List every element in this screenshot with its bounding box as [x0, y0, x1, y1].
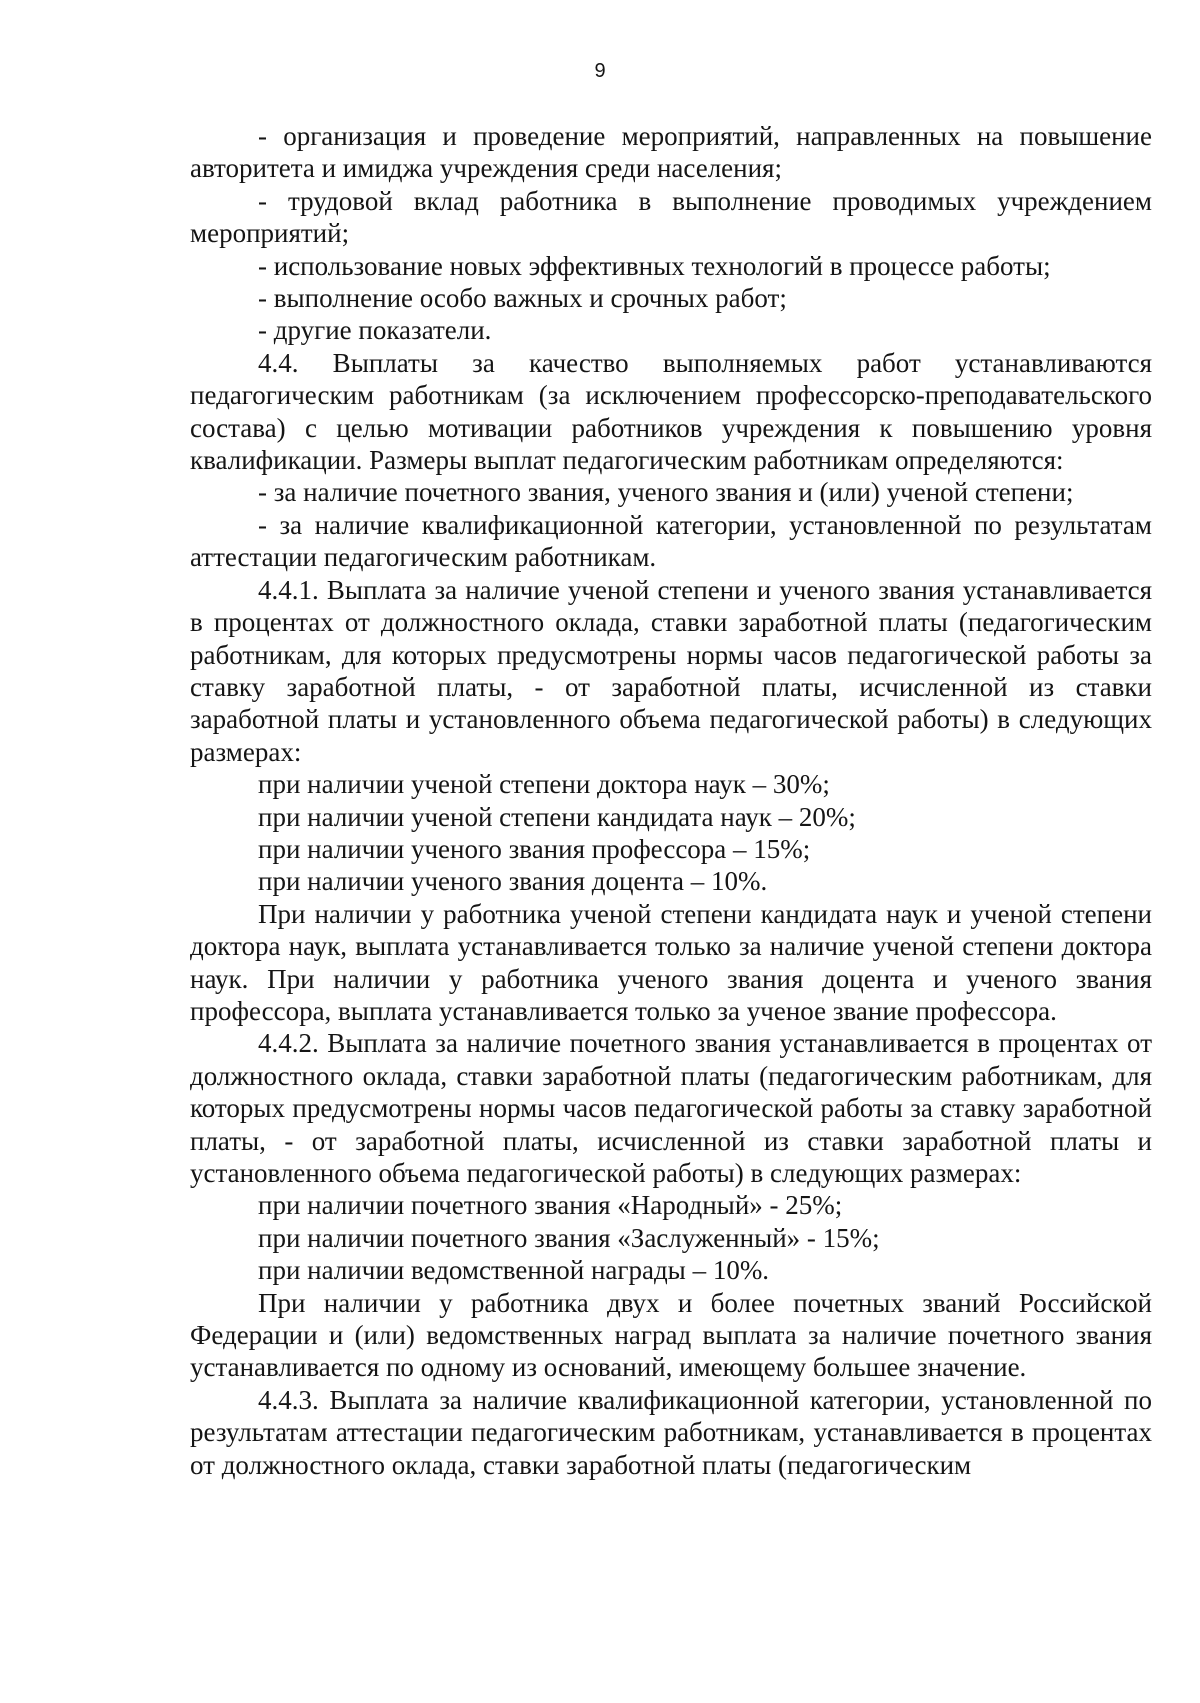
list-item-labor-contribution: - трудовой вклад работника в выполнение проводимых учреждением мероприятий; — [190, 185, 1152, 249]
rate-docent-title: при наличии ученого звания доцента – 10%. — [258, 866, 768, 897]
list-item-qualification-category: - за наличие квалификационной категории, установленной по результатам аттестации педагогическим работникам. — [190, 509, 1152, 573]
rate-departmental-award: при наличии ведомственной награды – 10%. — [258, 1255, 770, 1286]
list-item-events: - организация и проведение мероприятий, направленных на повышение авторитета и имиджа учреждения среди населения; — [190, 121, 1152, 184]
rate-narodny: при наличии почетного звания «Народный» - 25%; — [258, 1190, 843, 1221]
rate-zasluzhenny: при наличии почетного звания «Заслуженный» - 15%; — [258, 1222, 880, 1253]
list-item-urgent-work: - выполнение особо важных и срочных работ; — [258, 283, 787, 314]
paragraph-degree-priority: При наличии у работника ученой степени кандидата наук и ученой степени доктора наук, выплата устанавливается только за наличие ученой степени доктора наук. При наличии у работника ученого звания доцента и ученого звания профессора, выплата устанавливается только за ученое звание профессора. — [190, 898, 1152, 1026]
rate-doctor-degree: при наличии ученой степени доктора наук – 30%; — [258, 769, 830, 800]
page-number: 9 — [594, 60, 606, 82]
list-item-honorary-title: - за наличие почетного звания, ученого звания и (или) ученой степени; — [258, 477, 1074, 508]
paragraph-multiple-titles: При наличии у работника двух и более почетных званий Российской Федерации и (или) ведомственных наград выплата за наличие почетного звания устанавливается по одному из оснований, имеющему большее значение. — [190, 1287, 1152, 1383]
rate-professor-title: при наличии ученого звания профессора – 15%; — [258, 833, 811, 864]
list-item-new-technologies: - использование новых эффективных технологий в процессе работы; — [258, 250, 1051, 281]
section-4-4-2: 4.4.2. Выплата за наличие почетного звания устанавливается в процентах от должностного оклада, ставки заработной платы (педагогическим работникам, для которых предусмотрены нормы часов педагогической работы за ставку заработной платы, - от заработной платы, исчисленной из ставки заработной платы и установленного объема педагогической работы) в следующих размерах: — [190, 1028, 1152, 1188]
section-4-4-3: 4.4.3. Выплата за наличие квалификационной категории, установленной по результатам аттестации педагогическим работникам, устанавливается в процентах от должностного оклада, ставки заработной платы (педагогическим — [190, 1384, 1152, 1480]
section-4-4: 4.4. Выплаты за качество выполняемых работ устанавливаются педагогическим работникам (за исключением профессорско-преподавательского состава) с целью мотивации работников учреждения к повышению уровня квалификации. Размеры выплат педагогическим работникам определяются: — [190, 347, 1152, 476]
body-text — [190, 120, 1152, 1481]
list-item-other: - другие показатели. — [258, 315, 492, 346]
rate-candidate-degree: при наличии ученой степени кандидата наук – 20%; — [258, 801, 856, 832]
section-4-4-1: 4.4.1. Выплата за наличие ученой степени и ученого звания устанавливается в процентах от должностного оклада, ставки заработной платы (педагогическим работникам, для которых предусмотрены нормы часов педагогической работы за ставку заработной платы, - от заработной платы, исчисленной из ставки заработной платы и установленного объема педагогической работы) в следующих размерах: — [190, 574, 1152, 767]
